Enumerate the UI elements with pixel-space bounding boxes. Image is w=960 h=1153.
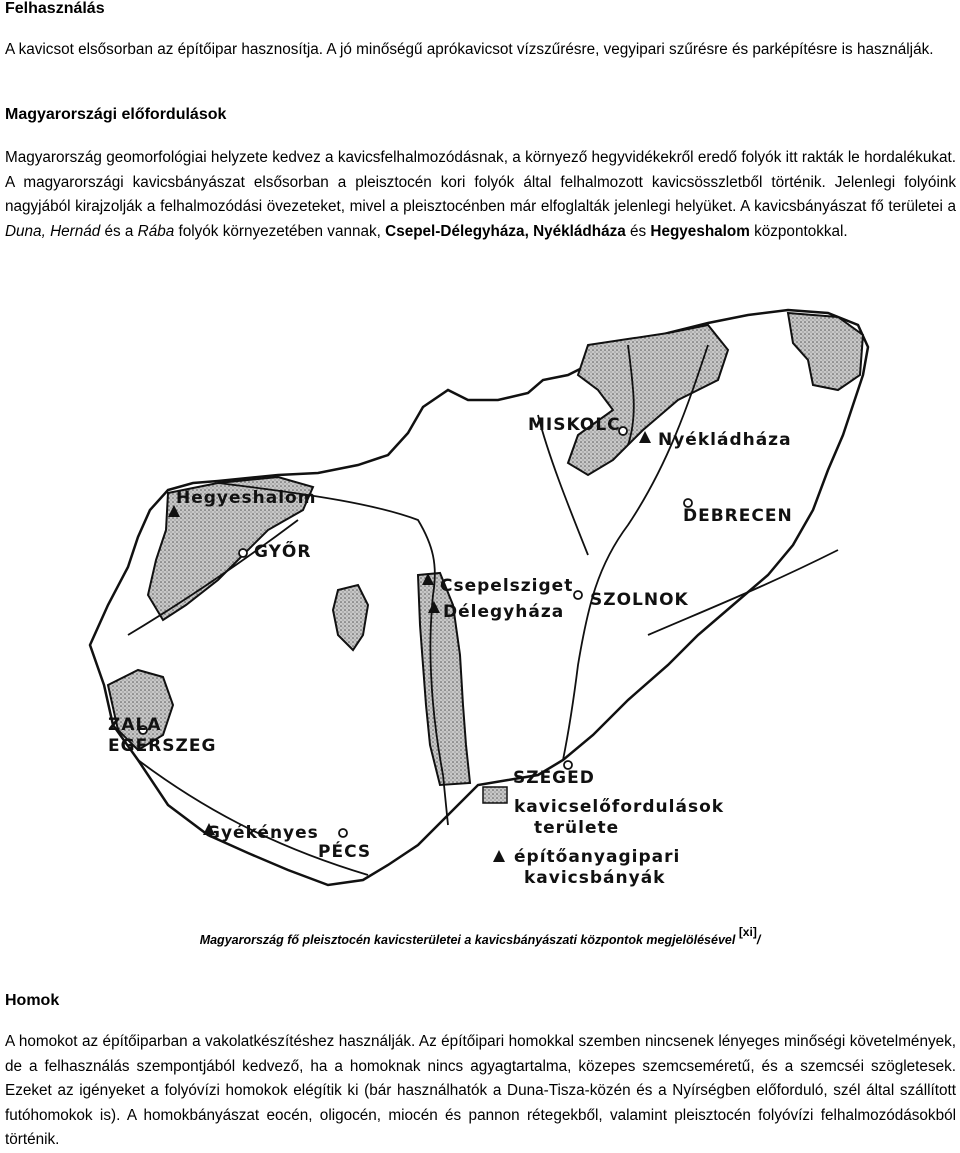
label-szolnok: SZOLNOK xyxy=(590,590,689,610)
section-title-felhasznalas: Felhasználás xyxy=(5,0,105,17)
label-pecs: PÉCS xyxy=(318,842,372,862)
map-caption xyxy=(0,925,960,948)
caption-tail: / xyxy=(756,933,761,948)
legend-gravel-label-line2: területe xyxy=(534,818,620,838)
legend-quarry-triangle xyxy=(493,850,505,862)
river-names-duna-hernad: Duna, Hernád xyxy=(5,222,101,240)
label-csepelsziget: Csepelsziget xyxy=(440,576,574,596)
city-dot-gyor xyxy=(239,549,247,557)
paragraph-felhasznalas: A kavicsot elsősorban az építőipar hasznosítja. A jó minőségű aprókavicsot vízszűrésre, vegyipari szűrésre és parképítésre is használják. xyxy=(5,41,934,58)
section-title-homok: Homok xyxy=(5,992,60,1009)
text-run: folyók környezetében vannak, xyxy=(174,222,386,240)
label-nyekladhaza: Nyékládháza xyxy=(658,430,792,450)
section-title-elofordulasok: Magyarországi előfordulások xyxy=(5,106,227,123)
label-zala: ZALA xyxy=(108,715,162,735)
text-run: és xyxy=(625,222,651,240)
caption-text: Magyarország fő pleisztocén kavicsterületei a kavicsbányászati központok megjelölésével xyxy=(199,933,736,948)
label-egerszeg: EGERSZEG xyxy=(108,736,217,756)
legend-gravel-swatch xyxy=(483,787,507,803)
label-gyor: GYŐR xyxy=(254,542,312,562)
label-delegyhaza: Délegyháza xyxy=(443,602,565,622)
caption-reference[interactable]: [xi] xyxy=(738,925,757,939)
text-run: Magyarország geomorfológiai helyzete kedvez a kavicsfelhalmozódásnak, a környező hegyvidékekről eredő folyók itt rakták le hordalékukat. A magyarországi kavicsbányászat elsősorban a pleisztocén kori folyók által felhalmozott kavicsösszletből történik. Jelenlegi folyóink nagyjából kirajzolják a felhalmozódási övezeteket, mivel a pleisztocénben már elfoglalták jelenlegi helyüket. A kavicsbányászat fő területei a xyxy=(5,149,956,215)
center-name-hegyeshalom: Hegyeshalom xyxy=(650,222,750,240)
label-gyekenyes: Gyékényes xyxy=(206,823,319,843)
legend-quarry-label-line2: kavicsbányák xyxy=(524,868,666,888)
legend-gravel-label-line1: kavicselőfordulások xyxy=(514,797,725,817)
city-dot-szolnok xyxy=(574,591,582,599)
text-run: és a xyxy=(100,222,138,240)
paragraph-homok: A homokot az építőiparban a vakolatkészítéshez használják. Az építőipari homokkal szemben nincsenek lényeges minőségi követelmények, de a felhasználás szempontjából kedvező, ha a homoknak nincs agyagtartalma, közepes szemcseméretű, és a szemcséi szögletesek. Ezeket az igényeket a folyóvízi homokok elégítik ki (bár használhatók a Duna-Tisza-közén és a Nyírségben előforduló, szél által szállított futóhomokok is). A homokbányászat eocén, oligocén, miocén és pannon rétegekből, valamint pleisztocén folyóvízi felhalmozódásokból történik. xyxy=(5,1033,956,1148)
paragraph-elofordulasok xyxy=(5,146,956,244)
hungary-gravel-map xyxy=(68,305,894,905)
text-run: központokkal. xyxy=(749,222,848,240)
city-dot-pecs xyxy=(339,829,347,837)
center-names: Csepel-Délegyháza, Nyékládháza xyxy=(385,222,626,240)
label-hegyeshalom: Hegyeshalom xyxy=(176,488,317,508)
label-debrecen: DEBRECEN xyxy=(683,506,793,526)
label-miskolc: MISKOLC xyxy=(528,415,621,435)
country-outline xyxy=(90,310,868,885)
label-szeged: SZEGED xyxy=(513,768,595,788)
river-name-raba: Rába xyxy=(137,222,175,240)
legend-quarry-label-line1: építőanyagipari xyxy=(514,847,681,867)
